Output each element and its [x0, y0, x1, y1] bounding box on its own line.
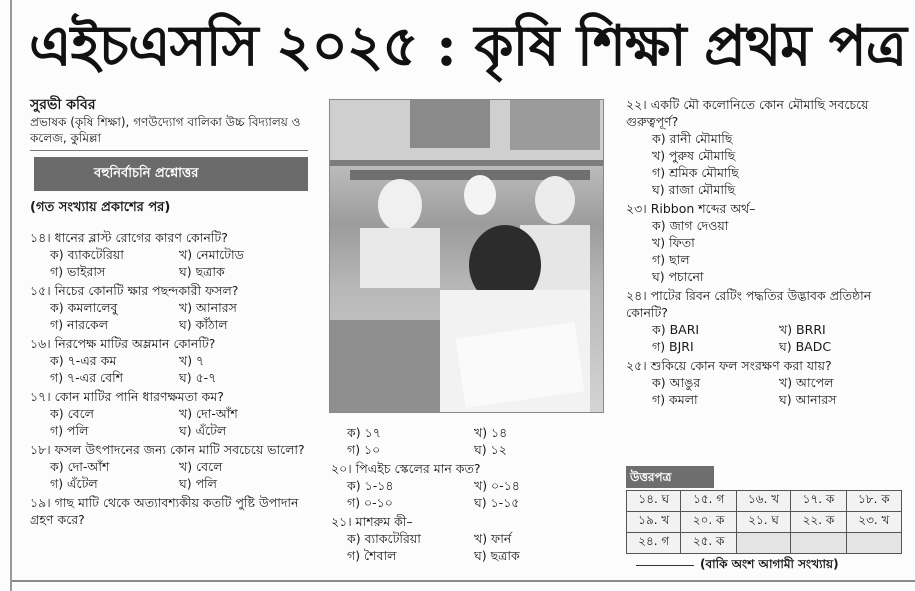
question-23 — [626, 200, 906, 285]
question-15 — [30, 282, 308, 333]
question-18 — [30, 441, 308, 492]
option: খ) ০-১৪ — [474, 478, 520, 493]
option: ক) আঙুর — [652, 375, 701, 390]
option: ঘ) ছত্রাক — [179, 264, 225, 279]
option: খ) নেমাটোড — [179, 247, 244, 262]
option: গ) পলি — [50, 423, 89, 438]
section-banner: বহুনির্বাচনি প্রশ্নোত্তর — [34, 157, 308, 191]
option: ঘ) ১-১৫ — [474, 495, 520, 510]
answer-cell: ১৭. ক — [791, 491, 846, 512]
option: ক) ব্যাকটেরিয়া — [50, 247, 124, 262]
option: ক) রানী মৌমাছি — [652, 131, 733, 146]
continued-note: (গত সংখ্যায় প্রকাশের পর) — [30, 200, 171, 215]
answer-cell: ২২. ক — [791, 512, 846, 533]
option: গ) ৭-এর বেশি — [50, 370, 124, 385]
question-stem: ১৫। নিচের কোনটি ক্ষার পছন্দকারী ফসল? — [30, 283, 239, 298]
question-stem: ১৯। গাছ মাটি থেকে অত্যাবশ্যকীয় কতটি পুষ্টি উপাদান গ্রহণ করে? — [30, 495, 299, 527]
option: খ) ফিতা — [652, 235, 695, 250]
answer-cell — [736, 533, 790, 554]
right-column — [626, 96, 906, 408]
rest-note: (বাকি অংশ আগামী সংখ্যায়) — [700, 557, 839, 571]
question-20 — [331, 460, 601, 511]
left-column-rule — [10, 0, 12, 591]
option: ঘ) এঁটেল — [179, 423, 227, 438]
table-row — [627, 491, 902, 512]
option: ঘ) রাজা মৌমাছি — [652, 182, 736, 197]
question-24 — [626, 287, 906, 355]
option: ক) ১৭ — [347, 425, 381, 440]
question-17 — [30, 388, 308, 439]
answer-cell: ২০. ক — [681, 512, 736, 533]
question-stem: ২৪। পাটের রিবন রেটিং পদ্ধতির উদ্ভাবক প্রতিষ্ঠান কোনটি? — [626, 288, 872, 320]
option: ঘ) কাঁঠাল — [179, 317, 228, 332]
middle-column — [331, 424, 601, 564]
option: খ) বেলে — [179, 459, 223, 474]
option: ঘ) পচানো — [652, 269, 704, 284]
question-stem: ২৫। শুকিয়ে কোন ফল সংরক্ষণ করা যায়? — [626, 358, 832, 373]
option: খ) ৭ — [179, 353, 205, 368]
option: ক) কমলালেবু — [50, 300, 118, 315]
author-divider — [30, 150, 308, 151]
option: ক) দো-আঁশ — [50, 459, 110, 474]
option: ঘ) আনারস — [779, 392, 837, 407]
question-19-options — [331, 424, 601, 458]
question-stem: ২২। একটি মৌ কলোনিতে কোন মৌমাছি সবচেয়ে গুরুত্বপূর্ণ? — [626, 97, 869, 129]
photo-illustration — [330, 100, 604, 413]
option: গ) ভাইরাস — [50, 264, 106, 279]
question-25 — [626, 357, 906, 408]
option: খ) আপেল — [779, 375, 834, 390]
exam-hall-photo — [329, 99, 604, 413]
question-22 — [626, 96, 906, 198]
answer-cell: ১৫. গ — [681, 491, 736, 512]
answer-sheet — [626, 466, 904, 554]
answer-table — [626, 490, 902, 554]
option: ক) ব্যাকটেরিয়া — [347, 531, 421, 546]
option: গ) এঁটেল — [50, 476, 98, 491]
option: গ) ১০ — [347, 442, 381, 457]
answer-cell: ১৪. ঘ — [627, 491, 681, 512]
option: গ) ছাল — [652, 252, 690, 267]
option: গ) শ্রমিক মৌমাছি — [652, 165, 739, 180]
option: ঘ) BADC — [779, 339, 832, 354]
option: ঘ) পলি — [179, 476, 217, 491]
answer-cell: ১৯. খ — [627, 512, 681, 533]
table-row — [627, 512, 902, 533]
question-stem: ১৬। নিরপেক্ষ মাটির অম্লমান কোনটি? — [30, 336, 216, 351]
question-14 — [30, 229, 308, 280]
left-column — [30, 96, 308, 528]
option: ঘ) ছত্রাক — [474, 548, 520, 563]
option: গ) ০-১০ — [347, 495, 393, 510]
answer-cell: ১৬. খ — [736, 491, 790, 512]
option: গ) নারকেল — [50, 317, 109, 332]
option: খ) পুরুষ মৌমাছি — [652, 148, 736, 163]
answer-sheet-title: উত্তরপত্র — [626, 466, 714, 488]
answer-cell: ২৪. গ — [627, 533, 681, 554]
answer-cell — [791, 533, 846, 554]
question-19 — [30, 494, 308, 528]
author-role: প্রভাষক (কৃষি শিক্ষা), গণউদ্যোগ বালিকা উচ্চ বিদ্যালয় ও কলেজ, কুমিল্লা — [30, 115, 301, 145]
option: খ) BRRI — [779, 322, 826, 337]
question-stem: ১৮। ফসল উৎপাদনের জন্য কোন মাটি সবচেয়ে ভালো? — [30, 442, 305, 457]
option: ক) বেলে — [50, 406, 94, 421]
answer-cell: ২১. ঘ — [736, 512, 790, 533]
author-name: সুরভী কবির — [30, 97, 96, 113]
question-16 — [30, 335, 308, 386]
option: ঘ) ৫-৭ — [179, 370, 217, 385]
answer-cell: ২৫. ক — [681, 533, 736, 554]
question-21 — [331, 513, 601, 564]
question-stem: ২৩। Ribbon শব্দের অর্থ– — [626, 201, 756, 216]
rest-note-dash — [636, 565, 694, 566]
bottom-rule — [12, 580, 915, 582]
option: ক) BARI — [652, 322, 700, 337]
option: গ) BJRI — [652, 339, 694, 354]
question-stem: ১৪। ধানের ব্লাস্ট রোগের কারণ কোনটি? — [30, 230, 228, 245]
headline: এইচএসসি ২০২৫ : কৃষি শিক্ষা প্রথম পত্র — [29, 13, 906, 79]
question-stem: ১৭। কোন মাটির পানি ধারণক্ষমতা কম? — [30, 389, 224, 404]
option: ঘ) ১২ — [474, 442, 507, 457]
option: ক) ৭-এর কম — [50, 353, 117, 368]
question-stem: ২০। পিএইচ স্কেলের মান কত? — [331, 461, 481, 476]
option: ক) জাগ দেওয়া — [652, 218, 729, 233]
answer-cell: ২৩. খ — [846, 512, 901, 533]
answer-cell: ১৮. ক — [846, 491, 901, 512]
option: খ) ফার্ন — [474, 531, 512, 546]
option: খ) দো-আঁশ — [179, 406, 238, 421]
option: গ) শৈবাল — [347, 548, 397, 563]
table-row — [627, 533, 902, 554]
option: খ) ১৪ — [474, 425, 508, 440]
option: গ) কমলা — [652, 392, 698, 407]
answer-cell — [846, 533, 901, 554]
question-stem: ২১। মাশরুম কী– — [331, 514, 413, 529]
option: ক) ১-১৪ — [347, 478, 394, 493]
option: খ) আনারস — [179, 300, 237, 315]
